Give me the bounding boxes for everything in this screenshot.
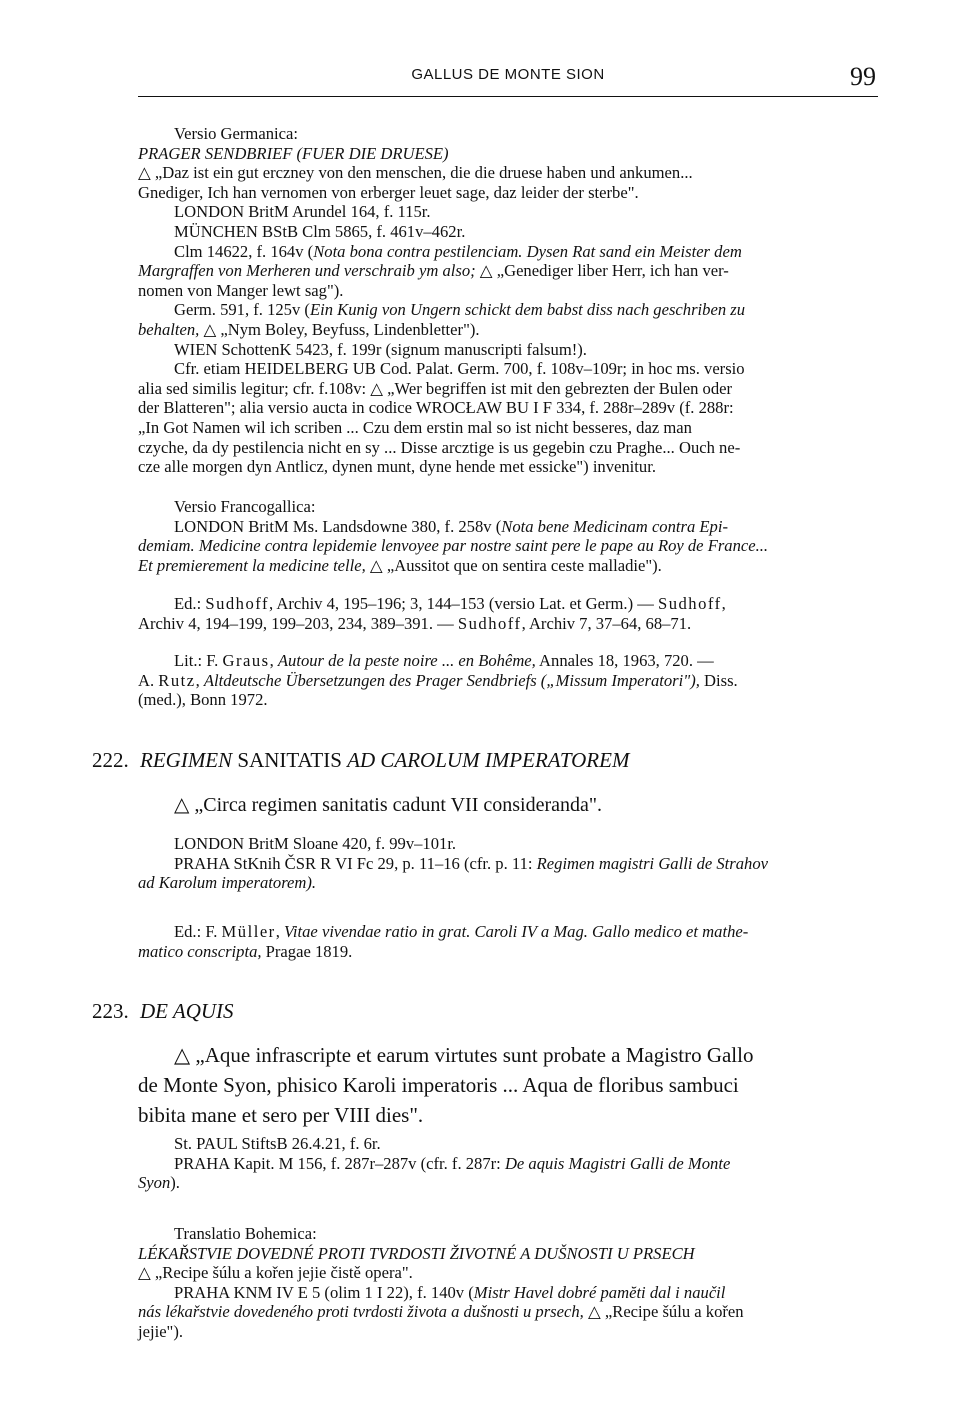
entry-title: DE AQUIS (140, 999, 234, 1023)
text-span: , Archiv 7, 37–64, 68–71. (521, 613, 692, 633)
literature-line (138, 651, 880, 671)
text-span: A. (138, 670, 159, 690)
text-span: Archiv 4, 194–199, 199–203, 234, 389–391. — (138, 613, 458, 633)
author-span: Graus (222, 651, 270, 670)
text-line: czyche, da dy pestilencia nicht en sy ... Disse arcztige is us gegebin czu Praghe... Ouch ne- (138, 437, 741, 457)
incipit-line: bibita mane et sero per VIII dies". (138, 1103, 424, 1127)
section-label: Versio Germanica: (174, 124, 298, 143)
versio-francogallica-section (138, 497, 880, 575)
italic-span: Vitae vivendae ratio in grat. Caroli IV a Mag. Gallo medico et mathe- (284, 922, 749, 941)
italic-span: matico conscripta, (138, 941, 262, 961)
entry-223-heading (92, 999, 234, 1024)
versio-germanica-section (138, 124, 880, 477)
italic-span: AD CAROLUM IMPERATOREM (347, 748, 630, 772)
literature-block (138, 651, 880, 710)
page-number: 99 (850, 62, 876, 91)
text-span: , (195, 670, 204, 690)
entry-222-incipit: △ „Circa regimen sanitatis cadunt VII consideranda". (174, 794, 603, 816)
text-line (138, 1302, 880, 1322)
entry-222-body (138, 834, 880, 893)
editions-block (138, 594, 880, 633)
italic-span: nás lékařstvie dovedeného proti tvrdosti života a dušnosti u prsech, (138, 1302, 584, 1322)
text-span: △ „Aussitot que on sentira ceste malladie"). (365, 555, 662, 575)
text-span: Clm 14622, f. 164v ( (174, 241, 314, 261)
literature-line (138, 671, 880, 691)
text-span: △ „Genediger liber Herr, ich han ver- (475, 261, 729, 281)
entry-223-incipit (138, 1040, 880, 1130)
section-label: Versio Francogallica: (174, 497, 316, 516)
entry-222-heading (92, 748, 629, 773)
entry-number: 222. (92, 748, 129, 772)
text-line: „In Got Namen wil ich scriben ... Czu dem erstin mal so ist nicht besseres, daz man (138, 417, 692, 437)
edition-line (138, 922, 880, 942)
manuscript-line: LONDON BritM Arundel 164, f. 115r. (174, 202, 431, 222)
text-line: Gnediger, Ich han vernomen von erberger leuet sage, daz leider der sterbe". (138, 182, 639, 202)
text-span: △ „Recipe šúlu a kořen (583, 1302, 744, 1322)
text-span: , Archiv 4, 195–196; 3, 144–153 (versio Lat. et Germ.) — (269, 594, 658, 613)
manuscript-line (138, 517, 880, 537)
manuscript-line (138, 1283, 880, 1303)
text-title: LÉKAŘSTVIE DOVEDNÉ PROTI TVRDOSTI ŽIVOTNÉ A DUŠNOSTI U PRSECH (138, 1243, 695, 1263)
author-span: Sudhoff (457, 613, 522, 633)
text-line: ad Karolum imperatorem). (138, 873, 317, 893)
text-span: PRAHA KNM IV E 5 (olim 1 I 22), f. 140v ( (174, 1282, 474, 1302)
incipit-line: △ „Aque infrascripte et earum virtutes sunt probate a Magistro Gallo (174, 1043, 754, 1067)
text-line: alia sed similis legitur; cfr. f.108v: △ „Wer begriffen ist mit den gebrezten der Bulen oder (138, 378, 733, 398)
text-span: SANITATIS (232, 748, 348, 772)
italic-span: De aquis Magistri Galli de Monte (504, 1153, 731, 1173)
author-span: Müller (221, 922, 276, 941)
text-span: Pragae 1819. (261, 941, 353, 961)
author-span: Sudhoff (205, 594, 270, 613)
italic-span: REGIMEN (140, 748, 233, 772)
edition-line (138, 594, 880, 614)
text-line: jejie"). (138, 1321, 184, 1341)
italic-span: Et premierement la medicine telle, (138, 555, 366, 575)
italic-span: Altdeutsche Übersetzungen des Prager Sendbriefs („Missum Imperatori"), (203, 670, 700, 690)
italic-span: Nota bene Medicinam contra Epi- (501, 516, 728, 536)
text-span: , (275, 922, 285, 941)
italic-span: Syon (138, 1173, 171, 1193)
italic-span: Ein Kunig von Ungern schickt dem babst diss nach geschriben zu (309, 300, 746, 320)
text-span: Germ. 591, f. 125v ( (174, 300, 310, 320)
text-title: PRAGER SENDBRIEF (FUER DIE DRUESE) (138, 143, 449, 163)
incipit-line: △ „Daz ist ein gut ercznеy von den menschen, die die druese haben und ankumen... (138, 163, 693, 183)
italic-span: Margraffen von Merheren und verschraib ym also; (138, 261, 476, 281)
text-line: cze alle morgen dyn Antlicz, dynen munt, dyne hende met essicke") invenitur. (138, 457, 656, 477)
text-span: ). (170, 1173, 180, 1193)
text-span: PRAHA Kapit. M 156, f. 287r–287v (cfr. f. 287r: (174, 1153, 505, 1173)
manuscript-line: MÜNCHEN BStB Clm 5865, f. 461v–462r. (174, 221, 466, 241)
text-span: Lit.: F. (174, 651, 223, 670)
text-line (138, 320, 880, 340)
text-line (138, 556, 880, 576)
text-span: , (269, 651, 278, 670)
text-line: der Blatteren"; alia versio aucta in codice WROCŁAW BU I F 334, f. 288r–289v (f. 288r: (138, 398, 734, 418)
entry-223-body (138, 1134, 880, 1193)
text-span: Annales 18, 1963, 720. — (535, 651, 714, 670)
text-line (138, 261, 880, 281)
manuscript-line: LONDON BritM Sloane 420, f. 99v–101r. (174, 834, 457, 853)
section-label: Translatio Bohemica: (174, 1224, 317, 1243)
edition-line (138, 942, 880, 962)
text-line: demiam. Medicine contra lepidemie lenvoyee par nostre saint pere le pape au Roy de France... (138, 536, 769, 556)
translatio-bohemica-section (138, 1224, 880, 1342)
page-header (138, 60, 878, 97)
italic-span: behalten, (138, 319, 200, 339)
edition-line (138, 614, 880, 634)
author-span: Rutz (158, 670, 196, 690)
running-title: GALLUS DE MONTE SION (411, 66, 605, 83)
text-span: Diss. (699, 670, 738, 690)
italic-span: Autour de la peste noire ... en Bohême, (277, 651, 536, 670)
incipit-line: de Monte Syon, phisico Karoli imperatoris ... Aqua de floribus sambuci (138, 1073, 739, 1097)
manuscript-line (138, 242, 880, 262)
text-span: Ed.: (174, 594, 206, 613)
italic-span: Regimen magistri Galli de Strahov (536, 853, 769, 873)
entry-222-edition (138, 922, 880, 961)
text-line: nomen von Manger lewt sag"). (138, 280, 344, 300)
manuscript-line: WIEN SchottenK 5423, f. 199r (signum manuscripti falsum!). (174, 339, 587, 359)
incipit-line: △ „Recipe šúlu a kořen jejie čistě opera". (138, 1263, 413, 1283)
text-span: Ed.: F. (174, 922, 222, 941)
italic-span: Mistr Havel dobré pamĕti dal i naučil (473, 1282, 726, 1302)
text-span: LONDON BritM Ms. Landsdowne 380, f. 258v ( (174, 516, 502, 536)
manuscript-line (138, 300, 880, 320)
text-span: △ „Nym Boley, Beyfuss, Lindenbletter"). (199, 319, 480, 339)
text-span: PRAHA StKnih ČSR R VI Fc 29, p. 11–16 (cfr. p. 11: (174, 853, 537, 873)
text-line: Cfr. etiam HEIDELBERG UB Cod. Palat. Germ. 700, f. 108v–109r; in hoc ms. versio (174, 359, 745, 379)
manuscript-line (138, 1154, 880, 1174)
literature-line: (med.), Bonn 1972. (138, 690, 268, 710)
author-span: Sudhoff, (657, 594, 728, 613)
text-line (138, 1173, 880, 1193)
italic-span: Nota bona contra pestilenciam. Dysen Rat sand ein Meister dem (313, 241, 742, 261)
entry-number: 223. (92, 999, 129, 1023)
manuscript-line: St. PAUL StiftsB 26.4.21, f. 6r. (174, 1134, 381, 1153)
manuscript-line (138, 854, 880, 874)
